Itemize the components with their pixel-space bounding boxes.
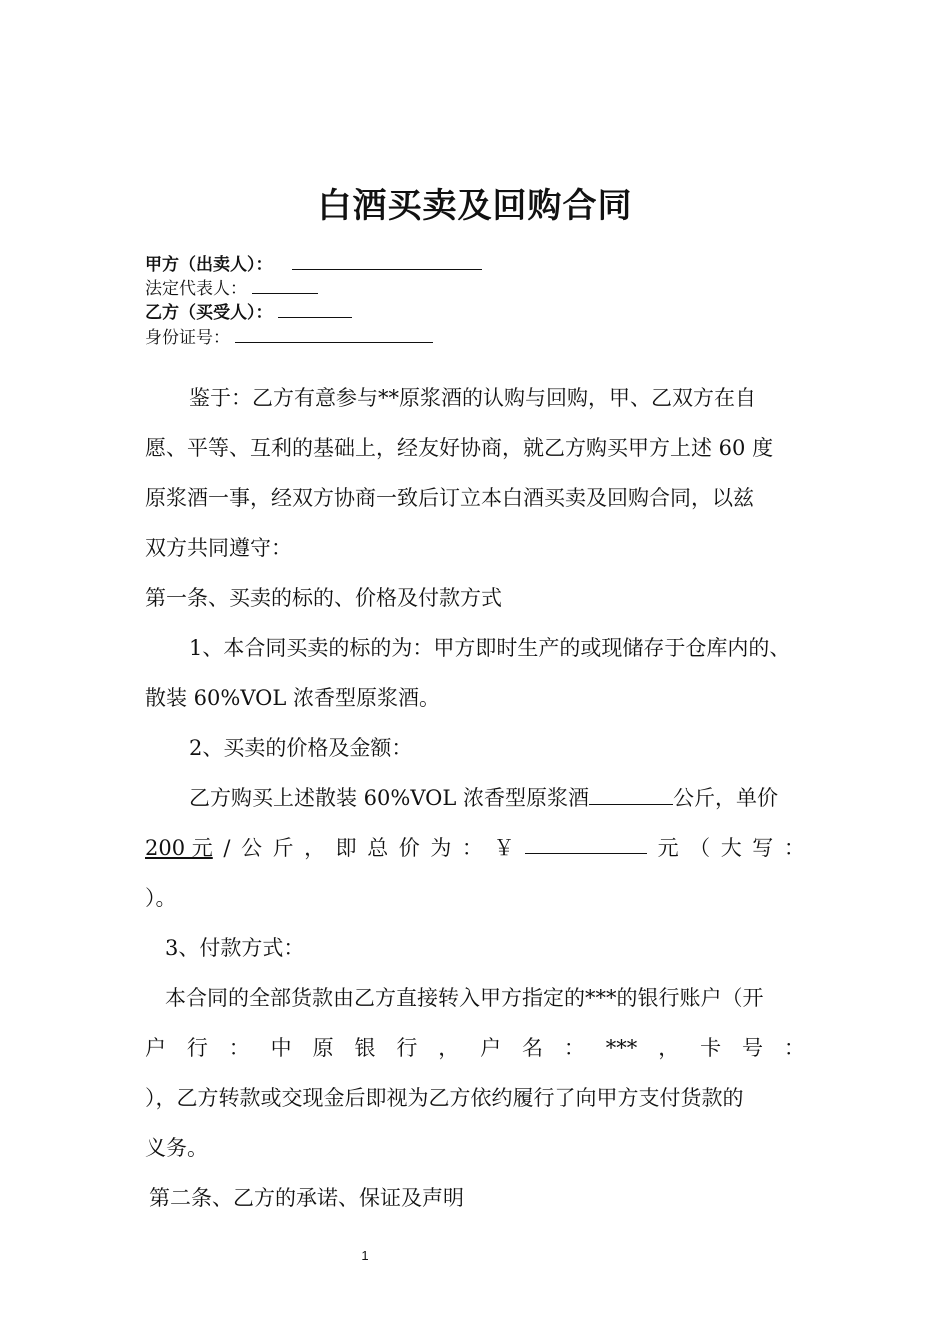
item-3-heading: 3、付款方式：	[165, 936, 305, 960]
price-char: ：	[461, 836, 483, 860]
party-b-blank	[278, 300, 352, 318]
preamble-line-3: 原浆酒一事，经双方协商一致后订立本白酒买卖及回购合同，以兹	[145, 486, 754, 510]
preamble-line-2: 愿、平等、互利的基础上，经友好协商，就乙方购买甲方上述 60 度	[145, 436, 774, 460]
price-char: /	[223, 836, 231, 860]
payment-char: 户	[480, 1036, 502, 1060]
document-title: 白酒买卖及回购合同	[317, 186, 633, 226]
payment-line-3: ），乙方转款或交现金后即视为乙方依约履行了向甲方支付货款的	[145, 1086, 744, 1110]
article-2-heading: 第二条、乙方的承诺、保证及声明	[149, 1186, 464, 1210]
id-number-label: 身份证号：	[145, 328, 230, 348]
page-number: 1	[361, 1248, 369, 1263]
payment-char: ，	[438, 1036, 460, 1060]
payment-char: 行	[396, 1036, 418, 1060]
price-char: 为	[430, 836, 452, 860]
price-line-1	[189, 783, 778, 813]
item-2-heading: 2、买卖的价格及金额：	[189, 736, 413, 760]
payment-char: 行	[186, 1036, 208, 1060]
price-tail-char: ：	[783, 836, 805, 860]
party-a-blank	[292, 252, 482, 270]
price-tail-char: 大	[720, 836, 742, 860]
payment-char: ***	[605, 1036, 638, 1060]
party-b-line	[145, 300, 352, 325]
party-a-line	[145, 252, 482, 277]
item-1-line-1: 1、本合同买卖的标的为：甲方即时生产的或现储存于仓库内的、	[189, 636, 791, 660]
payment-char: ：	[563, 1036, 585, 1060]
id-number-blank	[235, 325, 433, 343]
price-char: 即	[335, 836, 357, 860]
payment-char: 户	[145, 1036, 166, 1060]
party-a-label: 甲方（出卖人）：	[145, 255, 273, 275]
legal-rep-line	[145, 276, 318, 301]
payment-char: 名	[522, 1036, 544, 1060]
legal-rep-label: 法定代表人：	[145, 279, 247, 299]
price-char: 公	[240, 836, 262, 860]
payment-char: 号	[741, 1036, 763, 1060]
payment-line-2	[145, 1033, 805, 1063]
price-line-2	[145, 833, 805, 863]
party-b-label: 乙方（买受人）：	[145, 303, 273, 323]
payment-char: 中	[270, 1036, 292, 1060]
unit-price-value: 200 元	[145, 836, 213, 860]
price-char: ，	[304, 836, 326, 860]
id-number-line	[145, 325, 433, 350]
currency-symbol: ￥	[493, 836, 515, 860]
price-line-1-tail: 公斤，单价	[672, 786, 778, 810]
article-1-heading: 第一条、买卖的标的、价格及付款方式	[145, 586, 502, 610]
payment-char: 卡	[700, 1036, 722, 1060]
price-tail-char: 元	[657, 836, 679, 860]
price-line-3: ）。	[145, 886, 177, 910]
price-line-1-text: 乙方购买上述散装 60%VOL 浓香型原浆酒	[189, 786, 589, 810]
price-tail-char: 写	[752, 836, 774, 860]
payment-line-4: 义务。	[145, 1136, 208, 1160]
total-price-blank	[525, 833, 647, 854]
payment-char: 银	[354, 1036, 376, 1060]
payment-line-1: 本合同的全部货款由乙方直接转入甲方指定的***的银行账户（开	[165, 986, 764, 1010]
price-char: 价	[398, 836, 420, 860]
payment-char: 原	[312, 1036, 334, 1060]
payment-char: ：	[783, 1036, 805, 1060]
legal-rep-blank	[252, 276, 318, 294]
price-tail-char: （	[689, 836, 711, 860]
payment-char: ：	[228, 1036, 250, 1060]
payment-char: ，	[658, 1036, 680, 1060]
price-char: 总	[367, 836, 389, 860]
quantity-blank	[589, 784, 673, 805]
preamble-line-4: 双方共同遵守：	[145, 536, 292, 560]
price-char: 斤	[272, 836, 294, 860]
preamble-line-1: 鉴于：乙方有意参与**原浆酒的认购与回购，甲、乙双方在自	[189, 386, 756, 410]
item-1-line-2: 散装 60%VOL 浓香型原浆酒。	[145, 686, 440, 710]
